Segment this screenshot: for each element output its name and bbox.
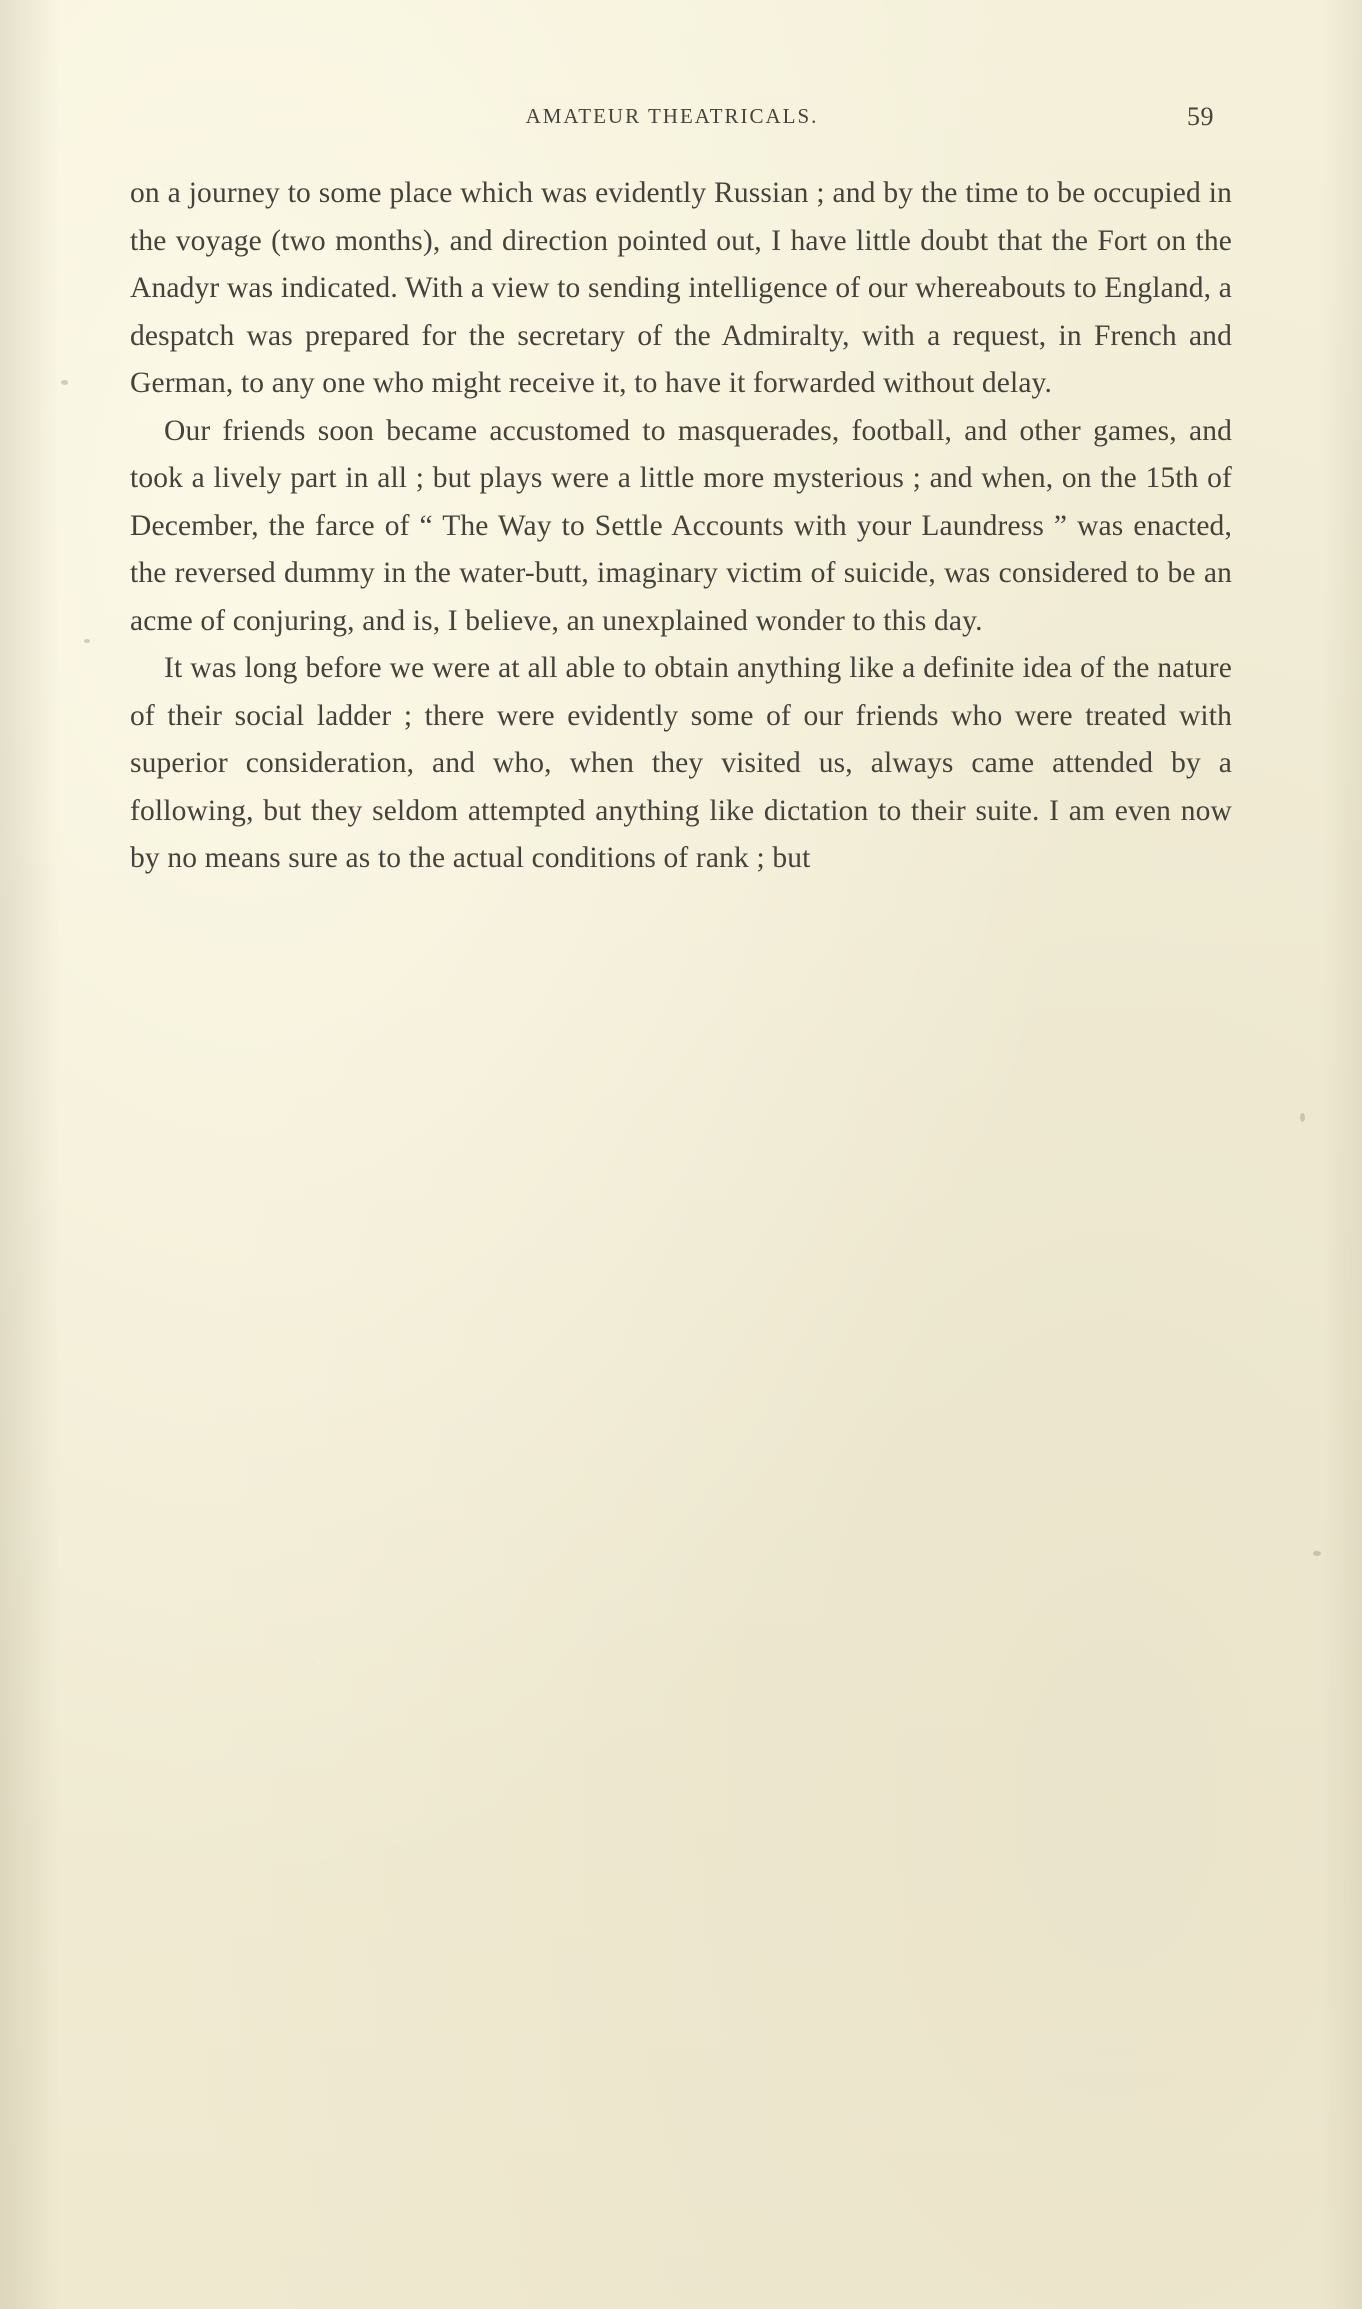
paper-speck <box>84 639 90 643</box>
paper-speck <box>1300 1113 1305 1122</box>
paper-speck <box>1313 1551 1321 1556</box>
paragraph: It was long before we were at all able to obtain anything like a definite idea of the nature of their social ladder ; there were evidently some of our friends who were treated with superior consideration, and who, when they visited us, always came attended by a following, but they seldom attempted anything like dictation to their suite. I am even now by no means sure as to the actual conditions of rank ; but <box>130 652 1232 874</box>
page-number: 59 <box>1187 102 1214 131</box>
body-text <box>130 170 1232 883</box>
left-edge-shadow <box>0 0 60 2309</box>
right-edge-shadow <box>1322 0 1362 2309</box>
page-content <box>130 104 1232 883</box>
running-head <box>130 104 1232 144</box>
running-head-title: AMATEUR THEATRICALS. <box>525 104 819 128</box>
paper-speck <box>61 380 68 385</box>
paragraph: on a journey to some place which was evidently Russian ; and by the time to be occupied in the voyage (two months), and direction pointed out, I have little doubt that the Fort on the Anadyr was indicated. With a view to sending intelligence of our whereabouts to England, a despatch was prepared for the secretary of the Admiralty, with a request, in French and German, to any one who might receive it, to have it forwarded without delay. <box>130 177 1232 399</box>
paragraph: Our friends soon became accustomed to masquerades, football, and other games, and took a lively part in all ; but plays were a little more mysterious ; and when, on the 15th of December, the farce of “ The Way to Settle Accounts with your Laundress ” was enacted, the reversed dummy in the water-butt, imaginary victim of suicide, was considered to be an acme of conjuring, and is, I believe, an unexplained wonder to this day. <box>130 414 1232 637</box>
